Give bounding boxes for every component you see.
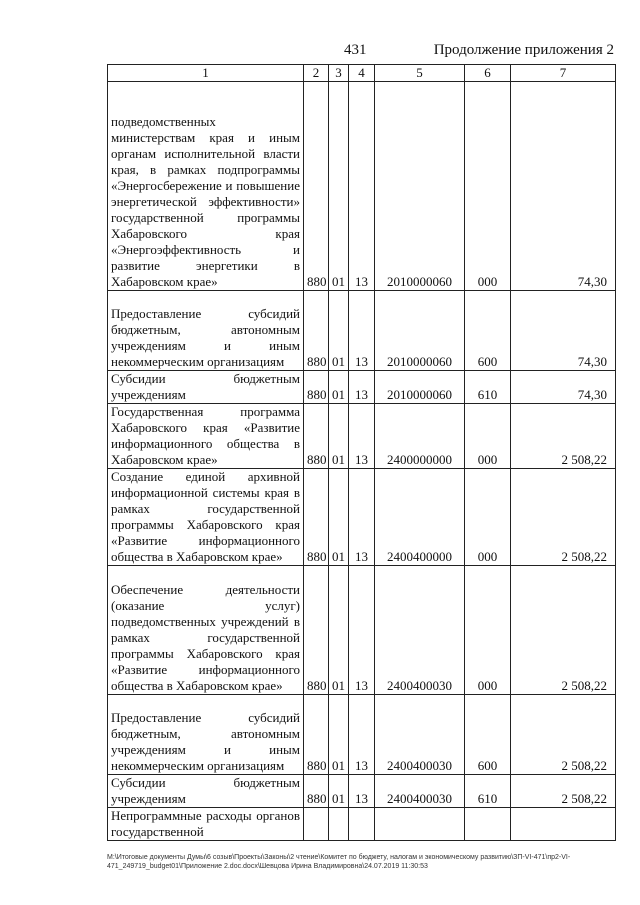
cell-subsection: 13 xyxy=(349,82,375,291)
table-row xyxy=(108,808,616,841)
cell-target: 2010000060 xyxy=(375,291,465,371)
row-name: Создание единой архивной информационной системы края в рамках государственной программы Хабаровского края «Развитие информационного общества в Хабаровском крае» xyxy=(108,469,304,566)
cell-amount: 2 508,22 xyxy=(511,695,616,775)
cell-subsection: 13 xyxy=(349,371,375,404)
cell-amount: 74,30 xyxy=(511,371,616,404)
table-row xyxy=(108,371,616,404)
cell-ministry: 880 xyxy=(304,82,329,291)
col-header-2: 2 xyxy=(304,65,329,82)
cell-amount: 74,30 xyxy=(511,291,616,371)
table-row xyxy=(108,82,616,291)
table-row xyxy=(108,469,616,566)
cell-expense-type xyxy=(465,808,511,841)
cell-amount: 2 508,22 xyxy=(511,566,616,695)
cell-target: 2400400000 xyxy=(375,469,465,566)
cell-amount: 2 508,22 xyxy=(511,775,616,808)
cell-section xyxy=(329,808,349,841)
row-name: Субсидии бюджетным учреждениям xyxy=(108,775,304,808)
cell-section: 01 xyxy=(329,695,349,775)
cell-expense-type: 600 xyxy=(465,695,511,775)
col-header-4: 4 xyxy=(349,65,375,82)
cell-subsection xyxy=(349,808,375,841)
cell-subsection: 13 xyxy=(349,775,375,808)
row-name: Государственная программа Хабаровского края «Развитие информационного общества в Хабаровском крае» xyxy=(108,404,304,469)
cell-section: 01 xyxy=(329,404,349,469)
cell-expense-type: 000 xyxy=(465,566,511,695)
cell-target: 2010000060 xyxy=(375,82,465,291)
cell-subsection: 13 xyxy=(349,291,375,371)
cell-expense-type: 000 xyxy=(465,82,511,291)
cell-subsection: 13 xyxy=(349,566,375,695)
cell-target: 2010000060 xyxy=(375,371,465,404)
cell-amount xyxy=(511,808,616,841)
cell-expense-type: 610 xyxy=(465,371,511,404)
cell-section: 01 xyxy=(329,469,349,566)
cell-ministry: 880 xyxy=(304,695,329,775)
cell-ministry: 880 xyxy=(304,291,329,371)
cell-ministry: 880 xyxy=(304,404,329,469)
row-name: Непрограммные расходы органов государственной xyxy=(108,808,304,841)
col-header-7: 7 xyxy=(511,65,616,82)
cell-amount: 74,30 xyxy=(511,82,616,291)
page-number: 431 xyxy=(344,42,367,58)
row-name: Субсидии бюджетным учреждениям xyxy=(108,371,304,404)
table-row xyxy=(108,404,616,469)
cell-section: 01 xyxy=(329,566,349,695)
continuation-label: Продолжение приложения 2 xyxy=(433,42,614,58)
table-row xyxy=(108,566,616,695)
cell-section: 01 xyxy=(329,82,349,291)
row-name: Предоставление субсидий бюджетным, автономным учреждениям и иным некоммерческим организациям xyxy=(108,291,304,371)
table-row xyxy=(108,695,616,775)
cell-section: 01 xyxy=(329,291,349,371)
cell-amount: 2 508,22 xyxy=(511,404,616,469)
cell-section: 01 xyxy=(329,371,349,404)
cell-expense-type: 000 xyxy=(465,469,511,566)
cell-target: 2400400030 xyxy=(375,695,465,775)
table-row xyxy=(108,291,616,371)
cell-subsection: 13 xyxy=(349,469,375,566)
table-row xyxy=(108,775,616,808)
cell-ministry: 880 xyxy=(304,469,329,566)
cell-target: 2400400030 xyxy=(375,566,465,695)
cell-target: 2400400030 xyxy=(375,775,465,808)
cell-amount: 2 508,22 xyxy=(511,469,616,566)
cell-ministry xyxy=(304,808,329,841)
cell-target xyxy=(375,808,465,841)
cell-expense-type: 600 xyxy=(465,291,511,371)
col-header-3: 3 xyxy=(329,65,349,82)
cell-ministry: 880 xyxy=(304,566,329,695)
cell-ministry: 880 xyxy=(304,371,329,404)
col-header-6: 6 xyxy=(465,65,511,82)
cell-subsection: 13 xyxy=(349,404,375,469)
row-name: Обеспечение деятельности (оказание услуг) подведомственных учреждений в рамках государственной программы Хабаровского края «Развитие информационного общества в Хабаровском крае» xyxy=(108,566,304,695)
table-header-row xyxy=(108,65,616,82)
cell-subsection: 13 xyxy=(349,695,375,775)
col-header-1: 1 xyxy=(108,65,304,82)
budget-table xyxy=(107,64,616,841)
row-name: подведомственных министерствам края и иным органам исполнительной власти края, в рамках подпрограммы «Энергосбережение и повышение энергетической эффективности» государственной программы Хабаровского края «Энергоэффективность и развитие энергетики в Хабаровском крае» xyxy=(108,82,304,291)
document-path-footer: М:\Итоговые документы Думы\6 созыв\Проекты\Законы\2 чтение\Комитет по бюджету, налогам и экономическому развитию\ЗП-VI-471\пр2-VI-471_249719_budget01\Приложение 2.doc.docx\Шевцова Ирина Владимировна\24.07.2019 11:30:53 xyxy=(107,854,571,870)
row-name: Предоставление субсидий бюджетным, автономным учреждениям и иным некоммерческим организациям xyxy=(108,695,304,775)
cell-ministry: 880 xyxy=(304,775,329,808)
col-header-5: 5 xyxy=(375,65,465,82)
cell-expense-type: 000 xyxy=(465,404,511,469)
cell-target: 2400000000 xyxy=(375,404,465,469)
cell-expense-type: 610 xyxy=(465,775,511,808)
cell-section: 01 xyxy=(329,775,349,808)
